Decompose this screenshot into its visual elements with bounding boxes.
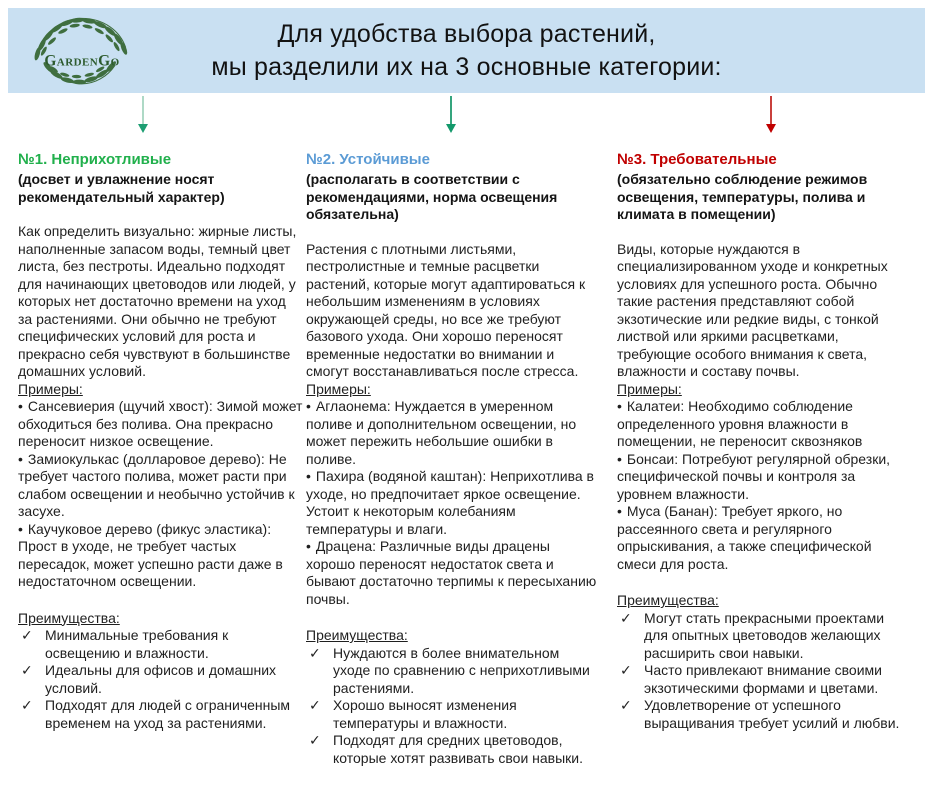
- title-line-2: мы разделили их на 3 основные категории:: [211, 52, 722, 81]
- example-item: [617, 398, 905, 451]
- arrow-down-icon-2: [450, 96, 452, 124]
- advantage-text: Подходят для средних цветоводов, которые хотят развивать свои навыки.: [333, 732, 584, 766]
- bullet-icon: •: [18, 520, 23, 537]
- example-item: [617, 451, 905, 504]
- advantage-text: Часто привлекают внимание своими экзотическими формами и цветами.: [644, 662, 882, 696]
- category-2-heading: №2. Устойчивые: [306, 151, 430, 168]
- example-text: Каучуковое дерево (фикус эластика): Прост в уходе, не требует частых пересадок, может успешно расти даже в недостаточном освещении.: [18, 520, 283, 589]
- example-text: Сансевиерия (щучий хвост): Зимой может обходиться без полива. Она прекрасно переносит низкое освещение.: [18, 398, 303, 449]
- logo-text: GardenGo: [44, 52, 120, 70]
- check-icon: ✓: [309, 732, 321, 748]
- bullet-icon: •: [18, 450, 23, 467]
- bullet-icon: •: [18, 398, 23, 414]
- arrow-down-icon-1: [142, 96, 144, 124]
- advantages-block: [18, 610, 303, 733]
- example-item: [306, 398, 599, 468]
- advantages-block: [617, 592, 905, 732]
- category-2-description: Растения с плотными листьями, пестролистные и темные расцветки растений, которые могут адаптироваться к небольшим изменениям в условиях окружающей среды, но все же требуют базового ухода. Они хорошо переносят временные недостатки во внимании и смогут восстанавливаться после стресса.: [306, 240, 586, 379]
- header-banner: [8, 8, 925, 93]
- advantage-text: Идеальны для офисов и домашних условий.: [45, 662, 277, 696]
- category-1-examples-label: Примеры:: [18, 380, 83, 397]
- wreath-icon: [22, 11, 142, 93]
- example-item: [306, 468, 599, 538]
- example-item: [617, 503, 905, 573]
- example-item: [18, 451, 303, 521]
- category-1-subheading: (досвет и увлажнение носят рекомендательный характер): [18, 171, 225, 205]
- advantage-item: [617, 697, 905, 732]
- category-2-advantages-label: Преимущества:: [306, 627, 408, 643]
- advantage-item: [617, 662, 905, 697]
- category-3-examples-label: Примеры:: [617, 380, 682, 397]
- check-icon: ✓: [21, 697, 33, 713]
- advantage-text: Нуждаются в более внимательном уходе по сравнению с неприхотливыми растениями.: [333, 644, 590, 696]
- check-icon: ✓: [21, 627, 33, 643]
- example-text: Замиокулькас (долларовое дерево): Не требует частого полива, может расти при слабом освещении и необычно устойчив к засухе.: [18, 450, 295, 519]
- example-item: [306, 538, 599, 608]
- advantage-item: [18, 697, 303, 732]
- wreath-leaves: [33, 17, 128, 84]
- advantage-item: [306, 732, 599, 767]
- arrow-down-icon-3: [770, 96, 772, 124]
- example-text: Муса (Банан): Требует яркого, но рассеянного света и регулярного опрыскивания, а также специфической смеси для роста.: [617, 503, 872, 572]
- advantage-item: [18, 662, 303, 697]
- example-text: Драцена: Различные виды драцены хорошо переносят недостаток света и бывают достаточно терпимы к пересыханию почвы.: [306, 538, 597, 607]
- category-1-advantages-label: Преимущества:: [18, 609, 120, 626]
- advantage-text: Минимальные требования к освещению и влажности.: [45, 627, 229, 661]
- category-2-examples-label: Примеры:: [306, 380, 371, 397]
- advantage-text: Хорошо выносят изменения температуры и влажности.: [333, 697, 517, 731]
- bullet-icon: •: [617, 503, 622, 519]
- advantage-item: [18, 627, 303, 662]
- category-3-description: Виды, которые нуждаются в специализированном уходе и конкретных условиях для успешного роста. Обычно такие растения представляют собой экзотические или редкие виды, с тонкой листвой или яркими расцветками, требующие особого внимания к света, влажности и составу почвы.: [617, 240, 888, 379]
- advantage-text: Могут стать прекрасными проектами для опытных цветоводов желающих расширить свои навыки.: [644, 609, 885, 661]
- check-icon: ✓: [620, 662, 632, 678]
- advantage-text: Удовлетворение от успешного выращивания требует усилий и любви.: [644, 697, 900, 731]
- category-1-heading: №1. Неприхотливые: [18, 151, 172, 168]
- title-line-1: Для удобства выбора растений,: [277, 19, 656, 48]
- advantage-text: Подходят для людей с ограниченным временем на уход за растениями.: [45, 697, 291, 731]
- bullet-icon: •: [306, 468, 311, 484]
- category-3-heading: №3. Требовательные: [617, 151, 777, 168]
- category-1-description: Как определить визуально: жирные листы, наполненные запасом воды, темный цвет листа, без пестроты. Идеально подходят для начинающих цветоводов или людей, у которых нет достаточно времени на уход за растениями. Они обычно не требуют специфических условий для роста и прекрасно себя чувствуют в большинстве домашних условий.: [18, 223, 297, 379]
- advantage-item: [306, 697, 599, 732]
- advantage-item: [617, 610, 905, 663]
- bullet-icon: •: [617, 450, 622, 467]
- check-icon: ✓: [21, 662, 33, 678]
- category-3-subheading: (обязательно соблюдение режимов освещения, температуры, полива и климата в помещении): [617, 171, 868, 222]
- check-icon: ✓: [620, 697, 632, 713]
- category-3-advantages-label: Преимущества:: [617, 592, 719, 608]
- advantage-item: [306, 645, 599, 698]
- example-text: Пахира (водяной каштан): Неприхотлива в уходе, но предпочитает яркое освещение. Устоит к некоторым колебаниям температуры и влаги.: [306, 468, 594, 537]
- page-title: [211, 18, 721, 84]
- example-text: Бонсаи: Потребуют регулярной обрезки, специфической почвы и контроля за уровнем влажности.: [617, 450, 891, 502]
- example-item: [18, 521, 303, 591]
- example-item: [18, 398, 303, 451]
- category-column-2: [306, 151, 599, 767]
- bullet-icon: •: [617, 398, 622, 414]
- check-icon: ✓: [309, 644, 321, 661]
- check-icon: ✓: [620, 609, 632, 626]
- example-text: Аглаонема: Нуждается в умеренном поливе и дополнительном освещении, но может пережить небольшие ошибки в поливе.: [306, 398, 577, 467]
- bullet-icon: •: [306, 398, 311, 414]
- category-2-subheading: (располагать в соответствии с рекомендациями, норма освещения обязательна): [306, 171, 558, 222]
- advantages-block: [306, 627, 599, 767]
- category-column-1: [18, 151, 303, 732]
- gardengo-logo: [22, 11, 142, 93]
- bullet-icon: •: [306, 538, 311, 554]
- category-column-3: [617, 151, 905, 732]
- check-icon: ✓: [309, 697, 321, 713]
- example-text: Калатеи: Необходимо соблюдение определенного уровня влажности в помещении, не переносит сквозняков: [617, 398, 863, 449]
